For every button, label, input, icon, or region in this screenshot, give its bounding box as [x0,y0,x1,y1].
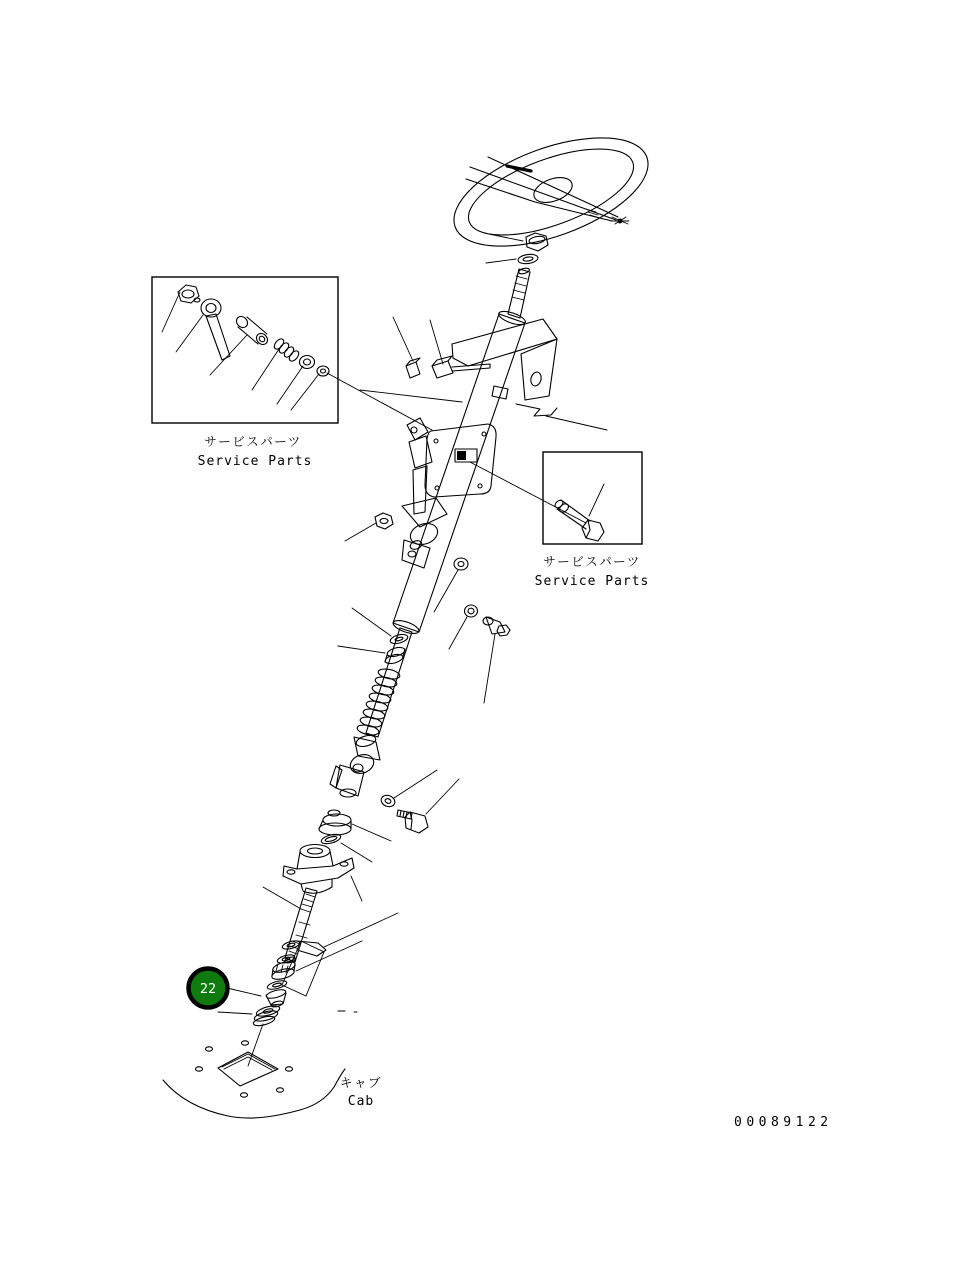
service-parts-upper-label-en: Service Parts [197,454,313,469]
drawing-number: 00089122 [734,1115,833,1130]
callout-number: 22 [199,981,217,997]
service-parts-right-label-en: Service Parts [534,574,650,589]
service-parts-upper-label-jp: サービスパーツ [204,434,302,449]
cab-label-jp: キャブ [339,1075,383,1090]
service-parts-right-label-jp: サービスパーツ [543,554,641,569]
cab-label-en: Cab [347,1094,375,1109]
